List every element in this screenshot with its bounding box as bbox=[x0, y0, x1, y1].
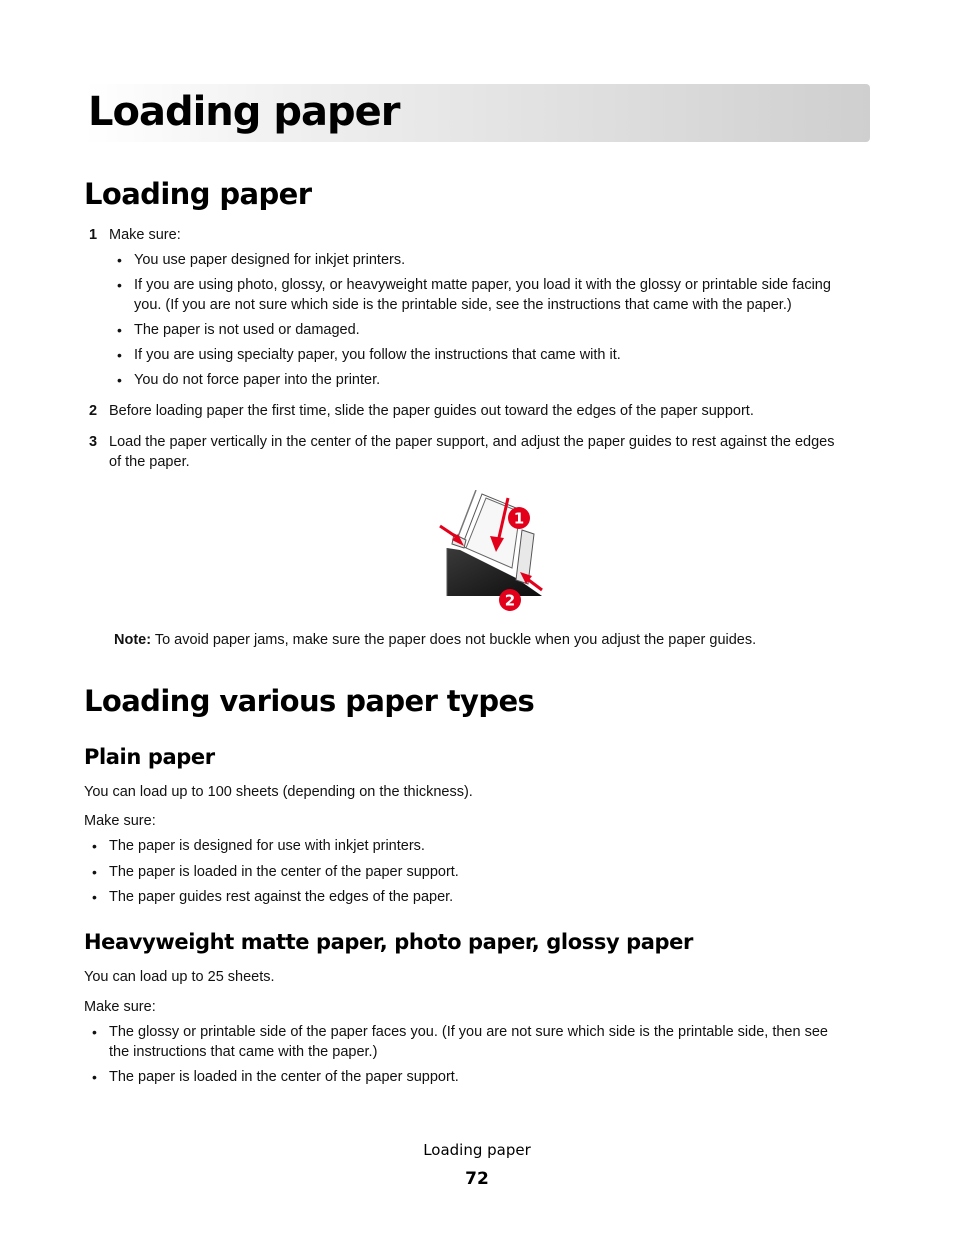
list-item: The paper is designed for use with inkjet printers. bbox=[109, 838, 425, 854]
step-number: 3 bbox=[89, 434, 98, 450]
bullet-icon: • bbox=[92, 1024, 97, 1040]
footer-title: Loading paper bbox=[423, 1141, 531, 1159]
printer-illustration-icon bbox=[436, 490, 548, 614]
step-number: 1 bbox=[89, 227, 98, 243]
section-title-loading-paper: Loading paper bbox=[84, 177, 312, 211]
step-text: Load the paper vertically in the center of the paper support, and adjust the paper guides to rest against the edges bbox=[109, 434, 835, 450]
note-label: Note: bbox=[114, 632, 152, 648]
list-item: The paper is not used or damaged. bbox=[134, 322, 360, 338]
svg-text:2: 2 bbox=[504, 591, 516, 610]
bullet-icon: • bbox=[117, 372, 122, 388]
bullet-icon: • bbox=[92, 889, 97, 905]
bullet-icon: • bbox=[117, 322, 122, 338]
bullet-icon: • bbox=[117, 252, 122, 268]
paper-loading-illustration bbox=[436, 490, 548, 614]
section-title-various-paper-types: Loading various paper types bbox=[84, 684, 535, 718]
chapter-banner bbox=[84, 84, 870, 142]
list-item: The paper is loaded in the center of the paper support. bbox=[109, 1069, 459, 1085]
step-text: Make sure: bbox=[109, 227, 181, 243]
step-text-continuation: of the paper. bbox=[109, 454, 190, 470]
bullet-icon: • bbox=[92, 864, 97, 880]
list-item: The glossy or printable side of the paper faces you. (If you are not sure which side is the printable side, then see bbox=[109, 1024, 828, 1040]
subsection-title-heavyweight-paper: Heavyweight matte paper, photo paper, glossy paper bbox=[84, 930, 693, 954]
note bbox=[114, 630, 756, 650]
svg-text:1: 1 bbox=[513, 509, 525, 528]
page-number: 72 bbox=[465, 1169, 489, 1189]
list-item: If you are using photo, glossy, or heavyweight matte paper, you load it with the glossy or printable side facing bbox=[134, 277, 831, 293]
paragraph: You can load up to 100 sheets (depending on the thickness). bbox=[84, 784, 473, 800]
step-number: 2 bbox=[89, 403, 98, 419]
list-item-continuation: the instructions that came with the paper.) bbox=[109, 1044, 378, 1060]
bullet-icon: • bbox=[117, 277, 122, 293]
bullet-icon: • bbox=[117, 347, 122, 363]
list-item: The paper is loaded in the center of the paper support. bbox=[109, 864, 459, 880]
note-text: To avoid paper jams, make sure the paper does not buckle when you adjust the paper guides. bbox=[151, 632, 757, 648]
list-item: You do not force paper into the printer. bbox=[134, 372, 381, 388]
paragraph: You can load up to 25 sheets. bbox=[84, 969, 275, 985]
paragraph: Make sure: bbox=[84, 813, 156, 829]
list-item: If you are using specialty paper, you follow the instructions that came with it. bbox=[134, 347, 621, 363]
bullet-icon: • bbox=[92, 838, 97, 854]
paragraph: Make sure: bbox=[84, 999, 156, 1015]
step-text: Before loading paper the first time, slide the paper guides out toward the edges of the paper support. bbox=[109, 403, 754, 419]
chapter-title: Loading paper bbox=[88, 89, 400, 135]
subsection-title-plain-paper: Plain paper bbox=[84, 745, 215, 769]
bullet-icon: • bbox=[92, 1069, 97, 1085]
list-item: You use paper designed for inkjet printers. bbox=[134, 252, 406, 268]
list-item-continuation: you. (If you are not sure which side is the printable side, see the instructions that came with the paper.) bbox=[134, 297, 792, 313]
list-item: The paper guides rest against the edges of the paper. bbox=[109, 889, 454, 905]
